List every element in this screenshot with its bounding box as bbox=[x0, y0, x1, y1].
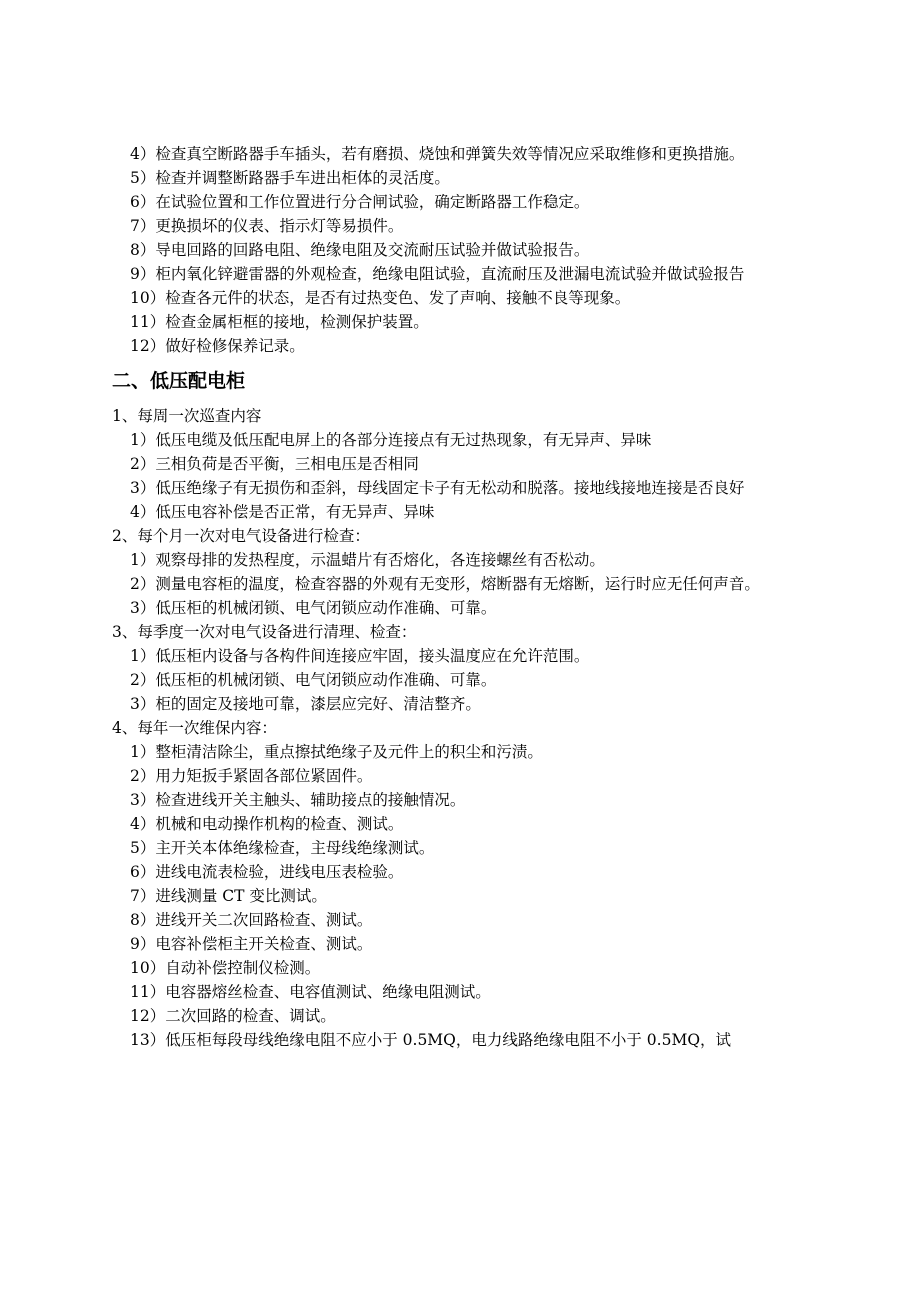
list-item: 3）检查进线开关主触头、辅助接点的接触情况。 bbox=[130, 791, 466, 809]
list-item: 3）柜的固定及接地可靠，漆层应完好、清洁整齐。 bbox=[130, 695, 481, 713]
list-item: 11）电容器熔丝检查、电容值测试、绝缘电阻测试。 bbox=[130, 983, 491, 1001]
list-item: 6）进线电流表检验，进线电压表检验。 bbox=[130, 863, 404, 881]
list-item: 12）做好检修保养记录。 bbox=[130, 337, 305, 355]
list-item: 3）低压绝缘子有无损伤和歪斜，母线固定卡子有无松动和脱落。接地线接地连接是否良好 bbox=[130, 479, 745, 497]
list-item: 11）检查金属柜框的接地，检测保护装置。 bbox=[130, 313, 429, 331]
list-item: 10）自动补偿控制仪检测。 bbox=[130, 959, 321, 977]
list-item: 12）二次回路的检查、调试。 bbox=[130, 1007, 336, 1025]
list-item: 8）进线开关二次回路检查、测试。 bbox=[130, 911, 373, 929]
list-item: 4）低压电容补偿是否正常，有无异声、异味 bbox=[130, 503, 435, 521]
list-item: 7）更换损坏的仪表、指示灯等易损件。 bbox=[130, 217, 404, 235]
subsection-title: 3、每季度一次对电气设备进行清理、检查： bbox=[112, 623, 417, 641]
list-item: 6）在试验位置和工作位置进行分合闸试验，确定断路器工作稳定。 bbox=[130, 193, 590, 211]
list-item: 1）观察母排的发热程度，示温蜡片有否熔化，各连接螺丝有否松动。 bbox=[130, 551, 605, 569]
list-item: 1）整柜清洁除尘，重点擦拭绝缘子及元件上的积尘和污渍。 bbox=[130, 743, 543, 761]
list-item: 5）检查并调整断路器手车进出柜体的灵活度。 bbox=[130, 169, 450, 187]
subsection-title: 1、每周一次巡查内容 bbox=[112, 407, 262, 425]
list-item: 4）检查真空断路器手车插头，若有磨损、烧蚀和弹簧失效等情况应采取维修和更换措施。 bbox=[130, 145, 745, 163]
list-item: 7）进线测量 CT 变比测试。 bbox=[130, 887, 327, 905]
list-item: 2）三相负荷是否平衡，三相电压是否相同 bbox=[130, 455, 419, 473]
subsection-title: 4、每年一次维保内容： bbox=[112, 719, 277, 737]
list-item: 3）低压柜的机械闭锁、电气闭锁应动作准确、可靠。 bbox=[130, 599, 497, 617]
section-heading: 二、低压配电柜 bbox=[112, 370, 246, 392]
list-item: 2）低压柜的机械闭锁、电气闭锁应动作准确、可靠。 bbox=[130, 671, 497, 689]
list-item: 5）主开关本体绝缘检查，主母线绝缘测试。 bbox=[130, 839, 435, 857]
list-item: 1）低压电缆及低压配电屏上的各部分连接点有无过热现象，有无异声、异味 bbox=[130, 431, 652, 449]
list-item: 8）导电回路的回路电阻、绝缘电阻及交流耐压试验并做试验报告。 bbox=[130, 241, 590, 259]
list-item: 2）用力矩扳手紧固各部位紧固件。 bbox=[130, 767, 373, 785]
list-item: 9）电容补偿柜主开关检查、测试。 bbox=[130, 935, 373, 953]
list-item: 1）低压柜内设备与各构件间连接应牢固，接头温度应在允许范围。 bbox=[130, 647, 590, 665]
subsection-title: 2、每个月一次对电气设备进行检查： bbox=[112, 527, 370, 545]
list-item: 13）低压柜每段母线绝缘电阻不应小于 0.5MQ，电力线路绝缘电阻不小于 0.5MQ，试 bbox=[130, 1031, 732, 1049]
list-item: 9）柜内氧化锌避雷器的外观检查，绝缘电阻试验，直流耐压及泄漏电流试验并做试验报告 bbox=[130, 265, 745, 283]
list-item: 10）检查各元件的状态，是否有过热变色、发了声响、接触不良等现象。 bbox=[130, 289, 631, 307]
document-body bbox=[112, 142, 812, 1052]
list-item: 4）机械和电动操作机构的检查、测试。 bbox=[130, 815, 404, 833]
list-item: 2）测量电容柜的温度，检查容器的外观有无变形，熔断器有无熔断，运行时应无任何声音。 bbox=[130, 575, 760, 593]
